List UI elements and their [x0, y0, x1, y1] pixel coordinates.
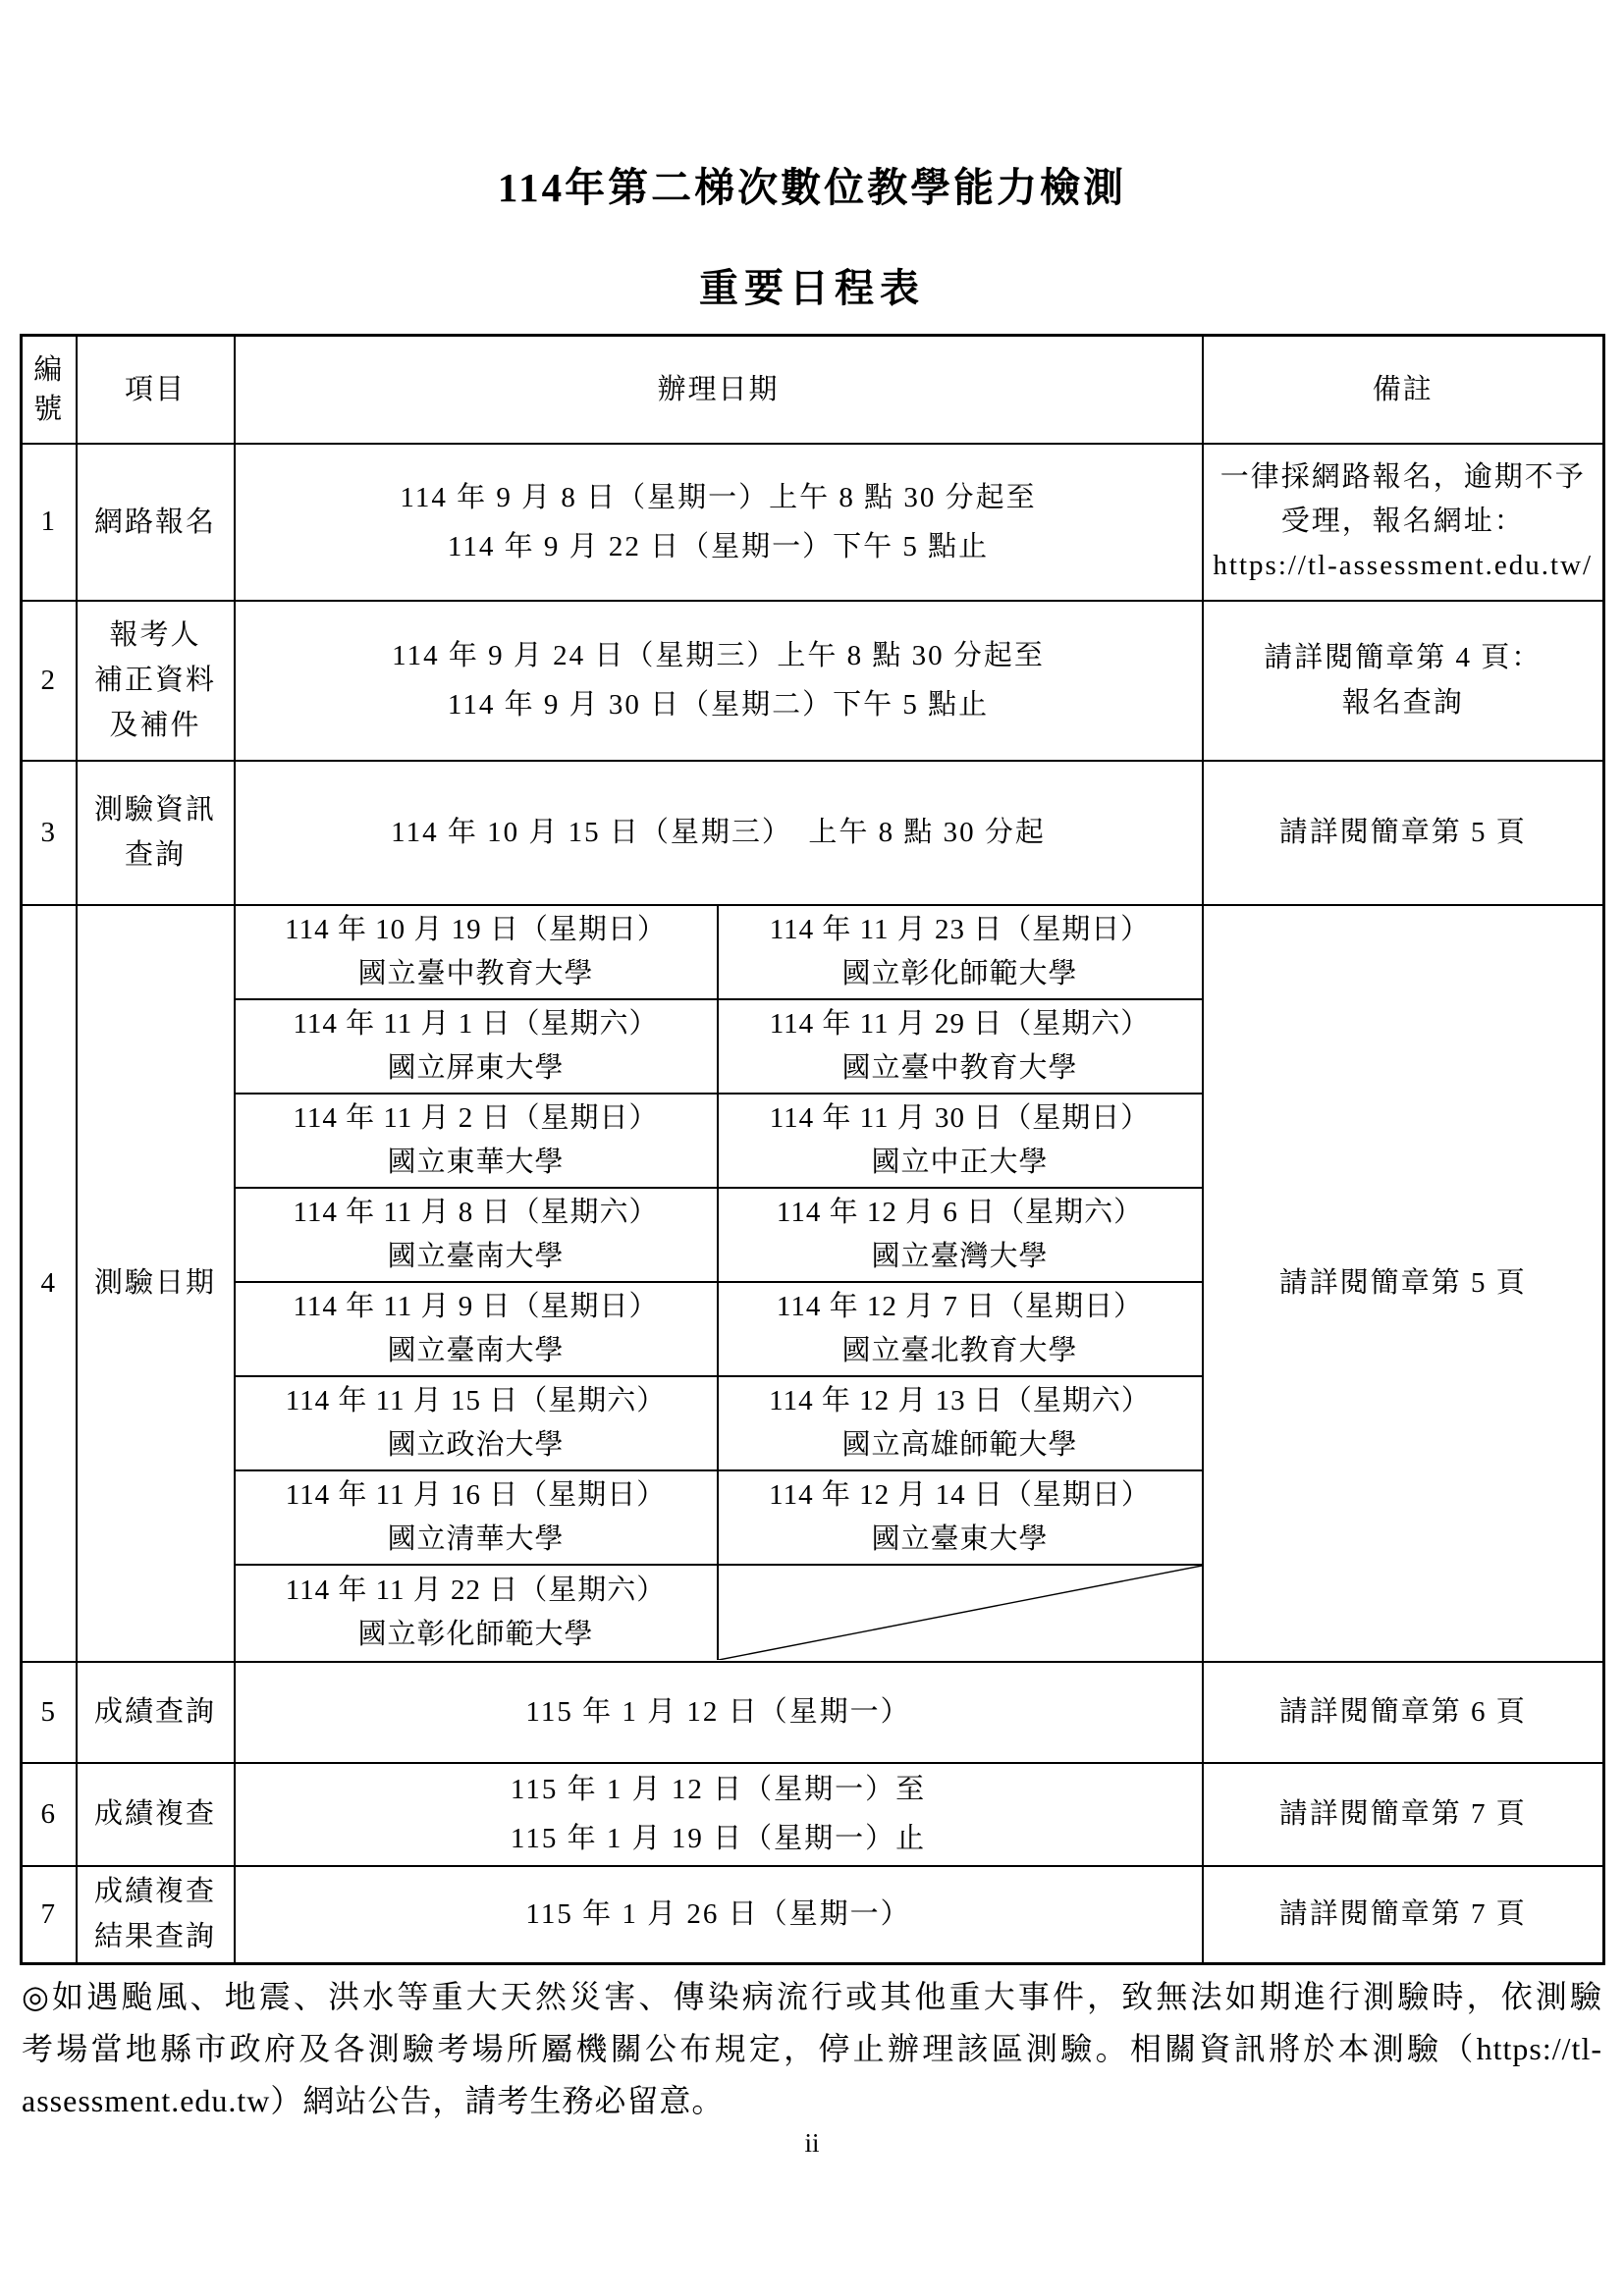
- item-line: 結果查詢: [93, 1921, 216, 1953]
- empty-schedule-cell: [719, 1566, 1202, 1660]
- schedule-date: 114 年 11 月 16 日（星期日）: [285, 1479, 667, 1511]
- schedule-cell: [719, 1471, 1202, 1566]
- note-cell: [1203, 601, 1604, 761]
- date-cell: [235, 1866, 1203, 1964]
- item-line: 補正資料: [93, 665, 216, 696]
- schedule-cell: [719, 906, 1202, 1000]
- item-line: 測驗日期: [93, 1267, 216, 1299]
- header-cell-number: 編號: [22, 336, 77, 444]
- schedule-venue: 國立臺中教育大學: [357, 958, 594, 989]
- schedule-date: 114 年 11 月 30 日（星期日）: [769, 1102, 1151, 1134]
- page-subtitle: 重要日程表: [699, 266, 925, 310]
- footer-line: 考場當地縣市政府及各測驗考場所屬機關公布規定，停止辦理該區測驗。相關資訊將於本測驗（https://tl-: [22, 2031, 1602, 2066]
- schedule-venue: 國立彰化師範大學: [841, 958, 1078, 989]
- item-cell: [77, 1763, 235, 1866]
- schedule-cell: [719, 1377, 1202, 1471]
- row-number: 2: [22, 601, 77, 761]
- date-cell: [235, 761, 1203, 905]
- schedule-venue: 國立清華大學: [387, 1523, 565, 1555]
- date-line: 114 年 10 月 15 日（星期三） 上午 8 點 30 分起: [391, 817, 1046, 848]
- date-line: 114 年 9 月 24 日（星期三）上午 8 點 30 分起至: [392, 640, 1045, 671]
- note-cell: [1203, 1763, 1604, 1866]
- schedule-cell: [236, 1000, 719, 1095]
- schedule-date: 114 年 11 月 22 日（星期六）: [285, 1575, 667, 1606]
- schedule-date: 114 年 11 月 15 日（星期六）: [285, 1385, 667, 1416]
- note-line: 請詳閱簡章第 5 頁: [1278, 1267, 1527, 1299]
- date-cell: [235, 1763, 1203, 1866]
- schedule-venue: 國立臺中教育大學: [841, 1052, 1078, 1084]
- schedule-venue: 國立臺南大學: [387, 1335, 565, 1366]
- item-cell: [77, 1662, 235, 1763]
- schedule-cell: [719, 1189, 1202, 1283]
- item-cell: [77, 444, 235, 601]
- item-cell: [77, 761, 235, 905]
- header-cell-item: 項目: [77, 336, 235, 444]
- date-cell: [235, 601, 1203, 761]
- table-row: [22, 761, 1604, 905]
- header-cell-note: 備註: [1203, 336, 1604, 444]
- schedule-venue: 國立中正大學: [871, 1147, 1049, 1178]
- date-line: 115 年 1 月 12 日（星期一）: [525, 1696, 911, 1728]
- header-row: [22, 336, 1604, 444]
- schedule-venue: 國立東華大學: [387, 1147, 565, 1178]
- schedule-date: 114 年 11 月 8 日（星期六）: [293, 1197, 659, 1228]
- item-cell: [77, 1866, 235, 1964]
- item-cell: [77, 601, 235, 761]
- table-row: [22, 1866, 1604, 1964]
- note-line: 請詳閱簡章第 7 頁: [1278, 1798, 1527, 1830]
- table-row: [22, 601, 1604, 761]
- row-number: 3: [22, 761, 77, 905]
- schedule-date: 114 年 12 月 14 日（星期日）: [769, 1479, 1151, 1511]
- date-line: 115 年 1 月 12 日（星期一）至: [510, 1774, 927, 1805]
- item-line: 報考人: [109, 619, 201, 651]
- schedule-table: [20, 334, 1605, 1965]
- schedule-date: 114 年 12 月 13 日（星期六）: [769, 1385, 1151, 1416]
- note-cell: [1203, 761, 1604, 905]
- schedule-venue: 國立臺北教育大學: [841, 1335, 1078, 1366]
- item-line: 測驗資訊: [93, 794, 216, 826]
- footer-note: [22, 1971, 1602, 2127]
- table-row: [22, 1763, 1604, 1866]
- schedule-cell: [236, 1377, 719, 1471]
- schedule-date: 114 年 12 月 6 日（星期六）: [776, 1197, 1144, 1228]
- table-row: [22, 1662, 1604, 1763]
- schedule-date: 114 年 11 月 29 日（星期六）: [769, 1008, 1151, 1040]
- table-row: [22, 905, 1604, 1662]
- header-cell-date: 辦理日期: [235, 336, 1203, 444]
- note-line: 請詳閱簡章第 7 頁: [1278, 1898, 1527, 1931]
- schedule-cell: [719, 1000, 1202, 1095]
- item-line: 查詢: [124, 839, 186, 871]
- date-line: 114 年 9 月 22 日（星期一）下午 5 點止: [447, 530, 990, 562]
- diagonal-line: [719, 1566, 1202, 1660]
- schedule-date: 114 年 12 月 7 日（星期日）: [776, 1291, 1144, 1322]
- schedule-cell: [236, 1095, 719, 1189]
- schedule-cell: [236, 1471, 719, 1566]
- schedule-venue: 國立政治大學: [387, 1429, 565, 1461]
- row-number: 4: [22, 905, 77, 1662]
- test-dates-cell: [235, 905, 1203, 1662]
- schedule-cell: [236, 1566, 719, 1660]
- schedule-cell: [719, 1095, 1202, 1189]
- row-number: 5: [22, 1662, 77, 1763]
- note-line: 請詳閱簡章第 5 頁: [1278, 817, 1527, 848]
- note-cell: [1203, 1662, 1604, 1763]
- note-line: 受理，報名網址：: [1280, 506, 1525, 537]
- schedule-cell: [719, 1283, 1202, 1377]
- row-number: 7: [22, 1866, 77, 1964]
- note-cell: [1203, 1866, 1604, 1964]
- schedule-date: 114 年 11 月 9 日（星期日）: [293, 1291, 659, 1322]
- note-cell: [1203, 905, 1604, 1662]
- schedule-venue: 國立臺灣大學: [871, 1241, 1049, 1272]
- item-line: 成績複查: [93, 1876, 216, 1908]
- table-row: [22, 444, 1604, 601]
- date-cell: [235, 444, 1203, 601]
- date-line: 114 年 9 月 30 日（星期二）下午 5 點止: [447, 689, 990, 721]
- schedule-venue: 國立臺南大學: [387, 1241, 565, 1272]
- registration-url: https://tl-assessment.edu.tw/: [1213, 550, 1594, 581]
- date-line: 115 年 1 月 19 日（星期一）止: [510, 1823, 927, 1854]
- footer-line: ◎如遇颱風、地震、洪水等重大天然災害、傳染病流行或其他重大事件，致無法如期進行測驗時，依測驗: [22, 1979, 1602, 2014]
- item-cell: [77, 905, 235, 1662]
- schedule-grid: [236, 906, 1202, 1660]
- schedule-venue: 國立高雄師範大學: [841, 1429, 1078, 1461]
- schedule-date: 114 年 11 月 2 日（星期日）: [293, 1102, 659, 1134]
- schedule-cell: [236, 1189, 719, 1283]
- footer-line: assessment.edu.tw）網站公告，請考生務必留意。: [22, 2083, 725, 2118]
- schedule-date: 114 年 11 月 23 日（星期日）: [769, 914, 1151, 945]
- row-number: 1: [22, 444, 77, 601]
- row-number: 6: [22, 1763, 77, 1866]
- item-line: 網路報名: [93, 506, 216, 538]
- page-number: ii: [804, 2128, 820, 2158]
- schedule-venue: 國立彰化師範大學: [357, 1619, 594, 1650]
- date-line: 114 年 9 月 8 日（星期一）上午 8 點 30 分起至: [400, 481, 1037, 513]
- item-line: 成績查詢: [93, 1696, 216, 1728]
- note-line: 請詳閱簡章第 6 頁: [1278, 1696, 1527, 1728]
- date-line: 115 年 1 月 26 日（星期一）: [525, 1898, 911, 1931]
- note-cell: [1203, 444, 1604, 601]
- note-line: 請詳閱簡章第 4 頁：: [1264, 642, 1543, 673]
- page-title: 114年第二梯次數位教學能力檢測: [497, 165, 1127, 210]
- schedule-venue: 國立屏東大學: [387, 1052, 565, 1084]
- schedule-date: 114 年 11 月 1 日（星期六）: [293, 1008, 659, 1040]
- note-line: 報名查詢: [1341, 687, 1464, 719]
- item-line: 及補件: [109, 710, 201, 741]
- schedule-venue: 國立臺東大學: [871, 1523, 1049, 1555]
- date-cell: [235, 1662, 1203, 1763]
- note-line: 一律採網路報名，逾期不予: [1219, 461, 1586, 493]
- item-line: 成績複查: [93, 1798, 216, 1830]
- schedule-cell: [236, 1283, 719, 1377]
- schedule-cell: [236, 906, 719, 1000]
- schedule-date: 114 年 10 月 19 日（星期日）: [285, 914, 667, 945]
